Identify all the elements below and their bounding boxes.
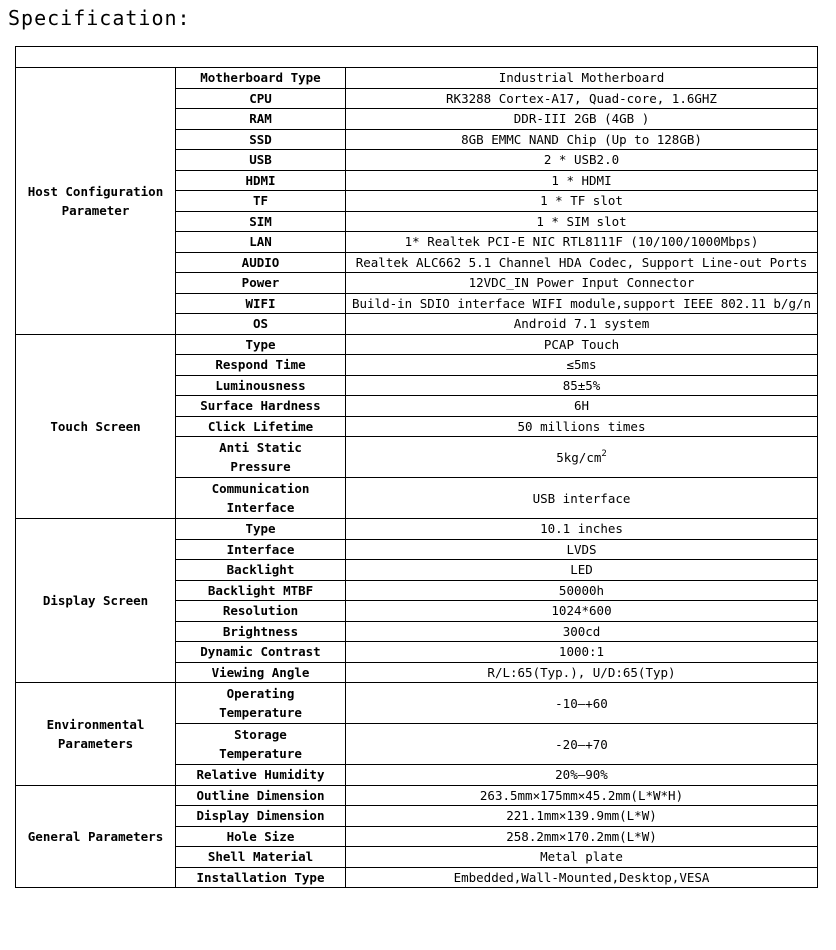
- param-label: [176, 765, 346, 786]
- text-line: Backlight: [226, 562, 295, 578]
- param-label: [176, 662, 346, 683]
- section-label: [16, 519, 176, 683]
- value-text: RK3288 Cortex-A17, Quad-core, 1.6GHZ: [446, 90, 717, 106]
- text-line: Viewing Angle: [211, 664, 310, 680]
- param-value: [346, 191, 818, 212]
- param-value: [346, 109, 818, 130]
- param-value: [346, 662, 818, 683]
- text-line: Hole Size: [226, 828, 295, 844]
- text-line: Luminousness: [215, 377, 306, 393]
- text-line: Storage: [234, 727, 287, 742]
- text-line: OS: [252, 316, 269, 332]
- value-text: Metal plate: [540, 849, 623, 865]
- text-line: Parameters: [57, 735, 134, 751]
- text-line: Type: [245, 521, 276, 537]
- param-value: [346, 232, 818, 253]
- text-line: SIM: [249, 213, 272, 229]
- param-label: [176, 273, 346, 294]
- text-line: Operating: [226, 686, 295, 701]
- param-label: [176, 437, 346, 478]
- text-line: AUDIO: [241, 254, 280, 270]
- text-line: Anti Static: [219, 440, 302, 455]
- value-text: 263.5mm×175mm×45.2mm(L*W*H): [479, 787, 684, 803]
- param-label: [176, 88, 346, 109]
- text-line: Respond Time: [215, 357, 306, 373]
- value-text: -10—+60: [555, 695, 608, 711]
- page-title: Specification:: [8, 6, 191, 30]
- text-line: Shell Material: [207, 849, 314, 865]
- section-label: [16, 334, 176, 519]
- param-value: [346, 314, 818, 335]
- param-value: [346, 806, 818, 827]
- value-text: 5kg/cm: [556, 449, 602, 465]
- text-line: Motherboard Type: [200, 70, 321, 86]
- value-text: 8GB EMMC NAND Chip (Up to 128GB): [461, 131, 702, 147]
- text-line: Touch Screen: [50, 418, 141, 434]
- param-label: [176, 539, 346, 560]
- text-line: Pressure: [230, 459, 291, 474]
- param-label: [176, 806, 346, 827]
- param-label: [176, 211, 346, 232]
- text-line: Power: [241, 275, 280, 291]
- value-text: 1 * SIM slot: [536, 213, 627, 229]
- value-text: ≤5ms: [566, 357, 597, 373]
- spec-row: [16, 519, 818, 540]
- param-label: [176, 785, 346, 806]
- table-header-row: [16, 47, 818, 68]
- param-value: [346, 724, 818, 765]
- param-label: [176, 375, 346, 396]
- text-line: Dynamic Contrast: [200, 644, 321, 660]
- param-value: [346, 129, 818, 150]
- text-line: General Parameters: [27, 828, 164, 844]
- param-label: [176, 683, 346, 724]
- param-label: [176, 478, 346, 519]
- param-value: [346, 683, 818, 724]
- value-text: 50 millions times: [517, 418, 646, 434]
- param-value: [346, 252, 818, 273]
- text-line: Outline Dimension: [196, 787, 325, 803]
- param-value: [346, 642, 818, 663]
- text-line: Resolution: [222, 603, 299, 619]
- superscript: 2: [601, 448, 607, 459]
- text-line: Brightness: [222, 623, 299, 639]
- value-text: DDR-III 2GB (4GB ): [513, 111, 650, 127]
- text-line: Environmental: [46, 716, 145, 732]
- param-value: [346, 765, 818, 786]
- text-line: Temperature: [219, 705, 302, 720]
- text-line: Click Lifetime: [207, 418, 314, 434]
- param-label: [176, 847, 346, 868]
- value-text: 1024*600: [551, 603, 612, 619]
- text-line: SSD: [249, 131, 272, 147]
- value-text: 12VDC_IN Power Input Connector: [468, 275, 695, 291]
- value-text: 20%—90%: [555, 767, 608, 783]
- param-label: [176, 580, 346, 601]
- param-label: [176, 232, 346, 253]
- value-text: Industrial Motherboard: [498, 70, 665, 86]
- param-label: [176, 416, 346, 437]
- text-line: Interface: [226, 541, 295, 557]
- value-text: 50000h: [558, 582, 605, 598]
- value-text: 6H: [573, 398, 590, 414]
- param-value: [346, 334, 818, 355]
- text-line: Installation Type: [196, 869, 325, 885]
- param-value: [346, 560, 818, 581]
- param-value: [346, 396, 818, 417]
- text-line: Display Screen: [42, 593, 149, 608]
- spec-row: [16, 683, 818, 724]
- param-label: [176, 334, 346, 355]
- param-label: [176, 355, 346, 376]
- param-label: [176, 642, 346, 663]
- table-header-cell: [16, 47, 818, 68]
- text-line: HDMI: [245, 172, 276, 188]
- text-line: Interface: [226, 500, 295, 515]
- param-value: [346, 355, 818, 376]
- param-label: [176, 826, 346, 847]
- param-value: [346, 211, 818, 232]
- specification-table: [15, 46, 818, 888]
- param-value: [346, 68, 818, 89]
- param-label: [176, 150, 346, 171]
- value-text: 1 * HDMI: [551, 172, 612, 188]
- value-text: 258.2mm×170.2mm(L*W): [506, 828, 657, 844]
- param-value: [346, 785, 818, 806]
- text-line: Display Dimension: [196, 808, 325, 824]
- value-text: 2 * USB2.0: [543, 152, 620, 168]
- param-label: [176, 396, 346, 417]
- text-line: TF: [252, 193, 269, 209]
- value-text: PCAP Touch: [543, 336, 620, 352]
- section-label: [16, 683, 176, 786]
- param-label: [176, 170, 346, 191]
- param-value: [346, 847, 818, 868]
- value-text: 1* Realtek PCI-E NIC RTL8111F (10/100/1000Mbps): [404, 234, 759, 250]
- text-line: LAN: [249, 234, 272, 250]
- param-value: [346, 416, 818, 437]
- param-value: [346, 826, 818, 847]
- text-line: RAM: [249, 111, 272, 127]
- param-value: [346, 580, 818, 601]
- param-value: [346, 478, 818, 519]
- spec-row: [16, 334, 818, 355]
- param-label: [176, 68, 346, 89]
- section-label: [16, 785, 176, 888]
- param-value: [346, 621, 818, 642]
- param-label: [176, 252, 346, 273]
- param-value: [346, 170, 818, 191]
- param-label: [176, 867, 346, 888]
- param-value: [346, 519, 818, 540]
- text-line: Backlight MTBF: [207, 582, 314, 598]
- param-label: [176, 293, 346, 314]
- param-value: [346, 88, 818, 109]
- value-text: 1 * TF slot: [540, 193, 623, 209]
- param-value: [346, 437, 818, 478]
- text-line: Parameter: [61, 202, 130, 218]
- param-label: [176, 129, 346, 150]
- value-text: Android 7.1 system: [513, 316, 650, 332]
- param-value: [346, 293, 818, 314]
- value-text: Embedded,Wall-Mounted,Desktop,VESA: [453, 869, 710, 885]
- section-label: [16, 68, 176, 335]
- param-value: [346, 601, 818, 622]
- spec-row: [16, 785, 818, 806]
- text-line: Relative Humidity: [196, 767, 325, 783]
- param-label: [176, 519, 346, 540]
- param-label: [176, 601, 346, 622]
- value-text: Realtek ALC662 5.1 Channel HDA Codec, Support Line-out Ports: [355, 254, 808, 270]
- param-value: [346, 150, 818, 171]
- param-value: [346, 539, 818, 560]
- text-line: Surface Hardness: [200, 398, 321, 414]
- param-value: [346, 375, 818, 396]
- text-line: Type: [245, 336, 276, 352]
- text-line: WIFI: [245, 295, 276, 311]
- value-text: R/L:65(Typ.), U/D:65(Typ): [487, 664, 676, 680]
- text-line: Host Configuration: [27, 183, 164, 199]
- value-text: 10.1 inches: [540, 521, 623, 537]
- value-text: Build-in SDIO interface WIFI module,support IEEE 802.11 b/g/n: [351, 295, 812, 311]
- text-line: Temperature: [219, 746, 302, 761]
- text-line: Communication: [211, 481, 310, 496]
- param-label: [176, 724, 346, 765]
- text-line: USB: [249, 152, 272, 168]
- param-value: [346, 273, 818, 294]
- value-text: LED: [570, 562, 593, 578]
- value-text: 1000:1: [558, 644, 605, 660]
- param-value: [346, 867, 818, 888]
- param-label: [176, 314, 346, 335]
- param-label: [176, 621, 346, 642]
- param-label: [176, 109, 346, 130]
- value-text: 221.1mm×139.9mm(L*W): [506, 808, 657, 824]
- value-text: LVDS: [566, 541, 597, 557]
- value-text: -20—+70: [555, 736, 608, 752]
- value-text: USB interface: [532, 490, 631, 506]
- spec-row: [16, 68, 818, 89]
- param-label: [176, 191, 346, 212]
- value-text: 300cd: [562, 623, 601, 639]
- text-line: CPU: [249, 90, 272, 106]
- value-text: 85±5%: [562, 377, 601, 393]
- param-label: [176, 560, 346, 581]
